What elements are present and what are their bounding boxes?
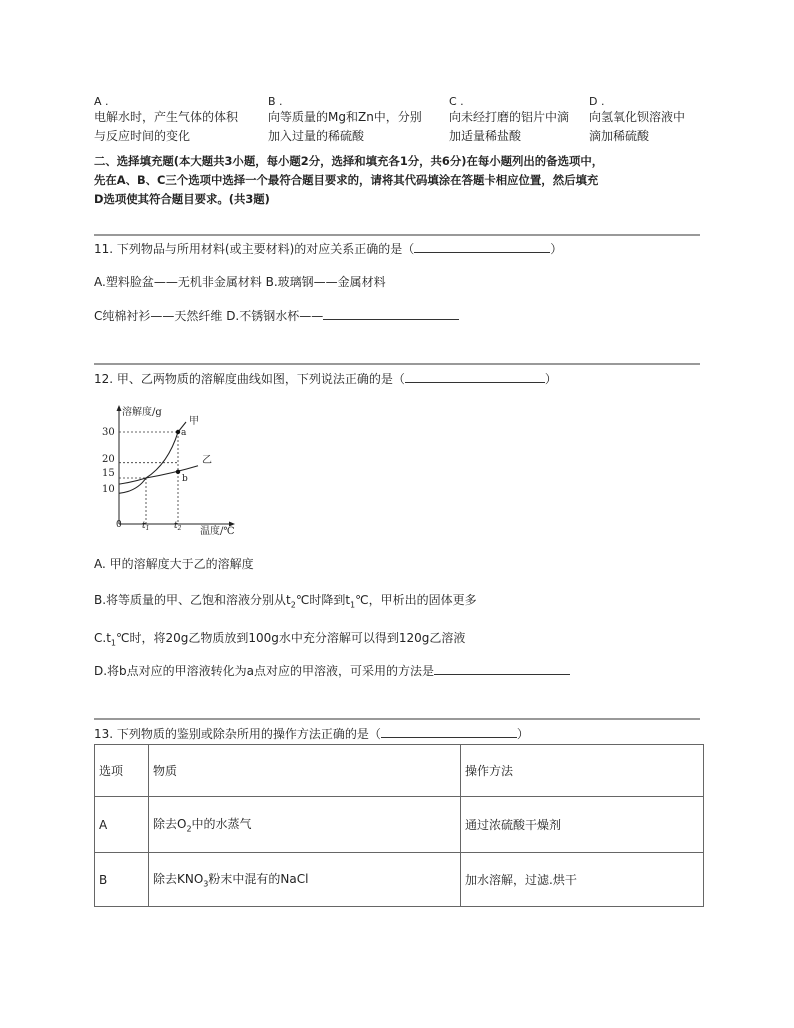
table-row: [95, 797, 704, 853]
cell-sub: 2: [186, 824, 192, 834]
prev-option-a: [94, 95, 238, 146]
prev-option-d: [589, 95, 685, 146]
q13-close: ）: [516, 727, 529, 741]
q12-option-b-sub: 1: [350, 600, 356, 610]
q11-answer-blank[interactable]: [414, 240, 550, 253]
option-line: 滴加稀硫酸: [589, 129, 650, 143]
table-cell: A: [95, 797, 149, 853]
table-header-row: [95, 745, 704, 797]
q12-option-c-part: C.t: [94, 631, 111, 645]
table-cell: B: [95, 853, 149, 907]
q12-option-c-sub: 1: [110, 638, 116, 648]
x-tick-t1: $t_1$: [142, 521, 150, 532]
option-line: 电解水时，产生气体的体积: [94, 110, 239, 124]
q12-option-b-part: ℃，甲析出的固体更多: [355, 593, 477, 607]
q12-option-c-part: ℃时，将20g乙物质放到100g水中充分溶解可以得到120g乙溶液: [116, 631, 466, 645]
point-b: [176, 470, 180, 474]
y-tick-15: 15: [102, 468, 115, 479]
q11-stem-line: [94, 240, 562, 257]
origin-label: 0: [116, 520, 122, 530]
section-line-3: D选项使其符合题目要求。(共3题): [94, 192, 270, 206]
q12-fill-blank[interactable]: [434, 662, 570, 675]
option-line: 向氢氧化钡溶液中: [589, 110, 686, 124]
table-cell: [149, 853, 461, 907]
option-line: 加适量稀盐酸: [449, 129, 522, 143]
options-table: [94, 744, 704, 907]
q12-stem-line: [94, 370, 557, 387]
y-tick-10: 10: [102, 484, 115, 495]
option-letter: B .: [268, 95, 283, 108]
table-row: [95, 853, 704, 907]
q12-answer-blank[interactable]: [405, 370, 545, 383]
q12-close: ）: [544, 372, 557, 386]
q13-answer-blank[interactable]: [381, 725, 517, 738]
q11-options-cd-line: [94, 307, 459, 324]
x-axis-label: 温度/℃: [200, 526, 235, 536]
solubility-chart: [98, 402, 248, 536]
table-cell: 通过浓硫酸干燥剂: [461, 797, 704, 853]
divider: [94, 363, 700, 365]
q12-option-b: [94, 591, 477, 609]
q11-fill-blank[interactable]: [323, 307, 459, 320]
q12-option-b-part: ℃时降到t: [295, 593, 351, 607]
y-tick-30: 30: [102, 427, 115, 438]
q11-stem: 11. 下列物品与所用材料(或主要材料)的对应关系正确的是（: [94, 242, 415, 256]
point-label-b: b: [182, 474, 188, 484]
divider: [94, 718, 700, 720]
q11-close: ）: [550, 242, 563, 256]
cell-part: 除去O: [153, 817, 187, 832]
q12-option-d-line: [94, 662, 570, 679]
option-letter: D .: [589, 95, 605, 108]
option-letter: C .: [449, 95, 464, 108]
q11-options-ab: A.塑料脸盆——无机非金属材料 B.玻璃钢——金属材料: [94, 275, 386, 289]
series-label-yi: 乙: [202, 455, 212, 466]
cell-part: 除去KNO: [153, 872, 204, 887]
table-cell: [149, 797, 461, 853]
q12-option-c: [94, 629, 465, 647]
prev-option-b: [268, 95, 422, 146]
x-tick-t2: $t_2$: [174, 521, 182, 532]
divider: [94, 234, 700, 236]
q13-stem: 13. 下列物质的鉴别或除杂所用的操作方法正确的是（: [94, 727, 381, 741]
series-label-jia: 甲: [189, 416, 199, 427]
point-a: [176, 430, 180, 434]
q12-stem: 12. 甲、乙两物质的溶解度曲线如图，下列说法正确的是（: [94, 372, 405, 386]
section-heading: [94, 152, 706, 209]
cell-sub: 3: [203, 879, 209, 889]
option-line: 向未经打磨的铝片中滴: [449, 110, 570, 124]
option-line: 向等质量的Mg和Zn中，分别: [268, 110, 422, 124]
y-axis-label: 溶解度/g: [122, 407, 162, 418]
option-line: 加入过量的稀硫酸: [268, 129, 365, 143]
q12-option-b-part: B.将等质量的甲、乙饱和溶液分别从t: [94, 593, 291, 607]
prev-option-c: [449, 95, 569, 146]
point-label-a: a: [181, 428, 187, 438]
q12-option-a: A. 甲的溶解度大于乙的溶解度: [94, 557, 254, 571]
q12-option-d: D.将b点对应的甲溶液转化为a点对应的甲溶液，可采用的方法是: [94, 664, 435, 678]
q11-options-cd: C纯棉衬衫——天然纤维 D.不锈钢水杯——: [94, 309, 324, 323]
table-header: 操作方法: [461, 745, 704, 797]
table-cell: 加水溶解，过滤.烘干: [461, 853, 704, 907]
cell-part: 粉末中混有的NaCl: [208, 872, 309, 887]
option-letter: A .: [94, 95, 109, 108]
option-line: 与反应时间的变化: [94, 129, 191, 143]
y-axis-arrow: [117, 405, 122, 411]
table-header: 物质: [149, 745, 461, 797]
table-header: 选项: [95, 745, 149, 797]
q12-option-b-sub: 2: [290, 600, 296, 610]
cell-part: 中的水蒸气: [191, 817, 252, 832]
section-line-1: 二、选择填充题(本大题共3小题，每小题2分，选择和填充各1分，共6分)在每小题列出的备选项中，: [94, 154, 604, 168]
q13-stem-line: [94, 725, 529, 742]
section-line-2: 先在A、B、C三个选项中选择一个最符合题目要求的，请将其代码填涂在答题卡相应位置，然后填充: [94, 173, 599, 187]
y-tick-20: 20: [102, 454, 115, 465]
